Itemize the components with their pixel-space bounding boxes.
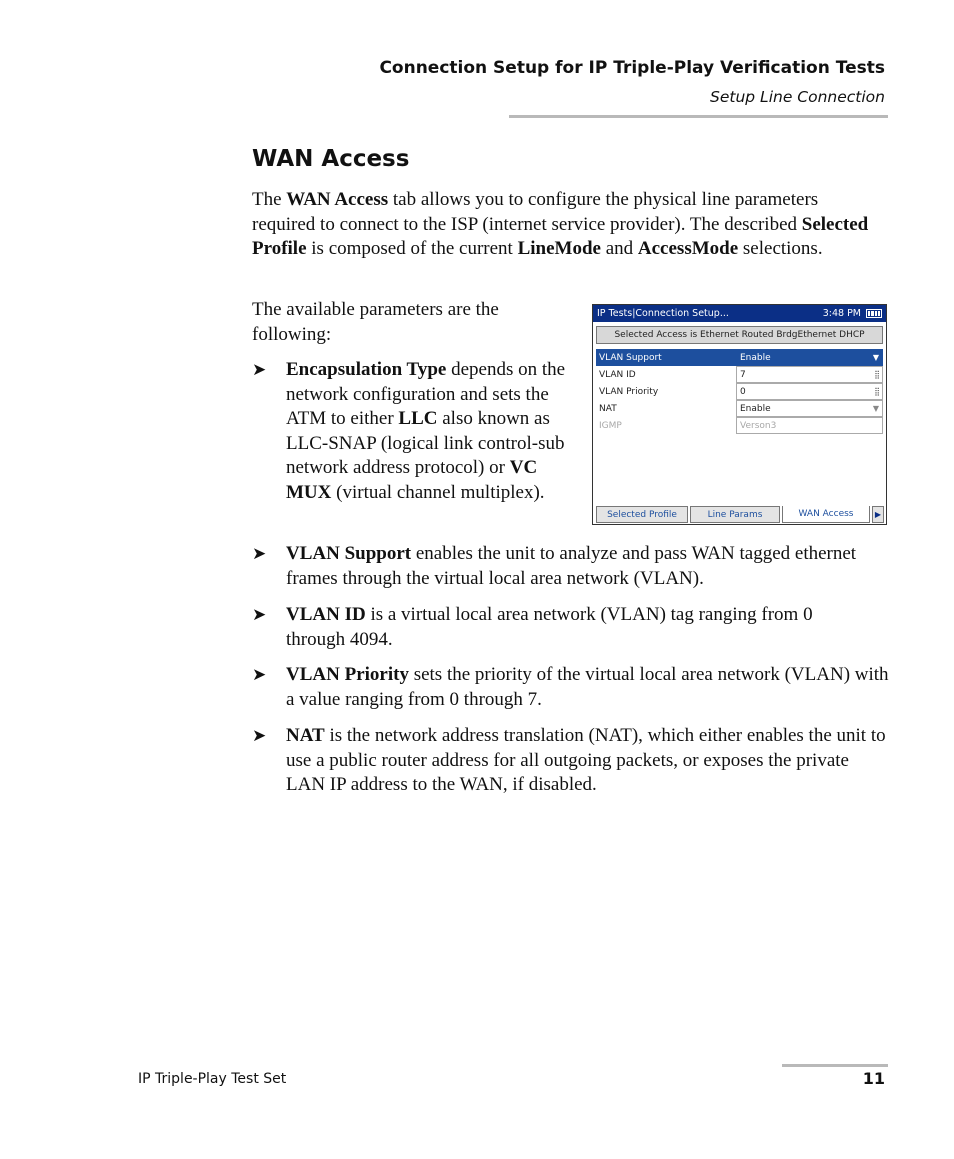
- device-title: IP Tests|Connection Setup...: [597, 308, 729, 319]
- params-intro: The available parameters are the following:: [252, 299, 499, 345]
- list-item: ➤ Encapsulation Type depends on the network configuration and sets the ATM to either LLC also known as LLC-SNAP (logical link control-sub network address protocol) or VC MUX (virtual channel multiplex).: [252, 359, 566, 503]
- header-rule: [509, 115, 888, 118]
- tab-line-params[interactable]: Line Params: [690, 506, 780, 523]
- param-label: IGMP: [599, 420, 622, 431]
- tab-selected-profile[interactable]: Selected Profile: [596, 506, 688, 523]
- bullet-arrow-icon: ➤: [252, 726, 267, 746]
- device-tab-bar: [596, 506, 886, 523]
- footer-rule: [782, 1064, 888, 1067]
- param-row-vlan-support[interactable]: [596, 349, 883, 366]
- running-header-subtitle: Setup Line Connection: [710, 88, 885, 106]
- intro-paragraph: The WAN Access tab allows you to configure the physical line parameters required to connect to the ISP (internet service provider). The described Selected Profile is composed of the current LineMode and AccessMode selections.: [252, 189, 869, 260]
- list-item: ➤ VLAN Support enables the unit to analyze and pass WAN tagged ethernet frames through the virtual local area network (VLAN).: [252, 543, 857, 589]
- bullet-arrow-icon: ➤: [252, 544, 267, 564]
- param-row-vlan-priority[interactable]: [596, 383, 883, 400]
- param-label: VLAN Priority: [599, 386, 659, 397]
- footer-product: IP Triple-Play Test Set: [138, 1071, 287, 1087]
- device-title-bar: [593, 305, 886, 322]
- vlan-priority-input[interactable]: 0 ⣿: [736, 383, 883, 400]
- selected-access-button[interactable]: Selected Access is Ethernet Routed BrdgEthernet DHCP: [596, 326, 883, 344]
- param-label: VLAN Support: [596, 349, 736, 366]
- device-clock: 3:48 PM: [822, 308, 861, 319]
- battery-icon: [866, 309, 882, 318]
- tab-wan-access[interactable]: WAN Access: [782, 506, 870, 523]
- tab-scroll-right-icon[interactable]: ▶: [872, 506, 884, 523]
- param-row-vlan-id[interactable]: [596, 366, 883, 383]
- running-header-title: Connection Setup for IP Triple-Play Verification Tests: [379, 58, 885, 78]
- bullet-arrow-icon: ➤: [252, 360, 267, 380]
- nat-select[interactable]: Enable ▼: [736, 400, 883, 417]
- list-item: ➤ VLAN ID is a virtual local area network (VLAN) tag ranging from 0 through 4094.: [252, 604, 813, 650]
- param-row-igmp: [596, 417, 883, 434]
- chevron-down-icon[interactable]: ▼: [872, 353, 879, 362]
- page-number: 11: [862, 1069, 885, 1088]
- vlan-support-select[interactable]: Enable ▼: [736, 349, 883, 366]
- vlan-id-input[interactable]: 7 ⣿: [736, 366, 883, 383]
- parameter-grid: [596, 349, 883, 434]
- keypad-icon[interactable]: ⣿: [874, 387, 879, 396]
- igmp-field: Verson3: [736, 417, 883, 434]
- param-label: VLAN ID: [599, 369, 636, 380]
- keypad-icon[interactable]: ⣿: [874, 370, 879, 379]
- bullet-arrow-icon: ➤: [252, 605, 267, 625]
- chevron-down-icon[interactable]: ▼: [872, 404, 879, 413]
- param-row-nat[interactable]: [596, 400, 883, 417]
- param-label: NAT: [599, 403, 617, 414]
- list-item: ➤ VLAN Priority sets the priority of the virtual local area network (VLAN) with a value ranging from 0 through 7.: [252, 664, 889, 710]
- device-screenshot: [592, 304, 887, 525]
- list-item: ➤ NAT is the network address translation (NAT), which either enables the unit to use a public router address for all outgoing packets, or exposes the private LAN IP address to the WAN, if disabled.: [252, 725, 886, 796]
- section-heading: WAN Access: [252, 146, 410, 172]
- bullet-arrow-icon: ➤: [252, 665, 267, 685]
